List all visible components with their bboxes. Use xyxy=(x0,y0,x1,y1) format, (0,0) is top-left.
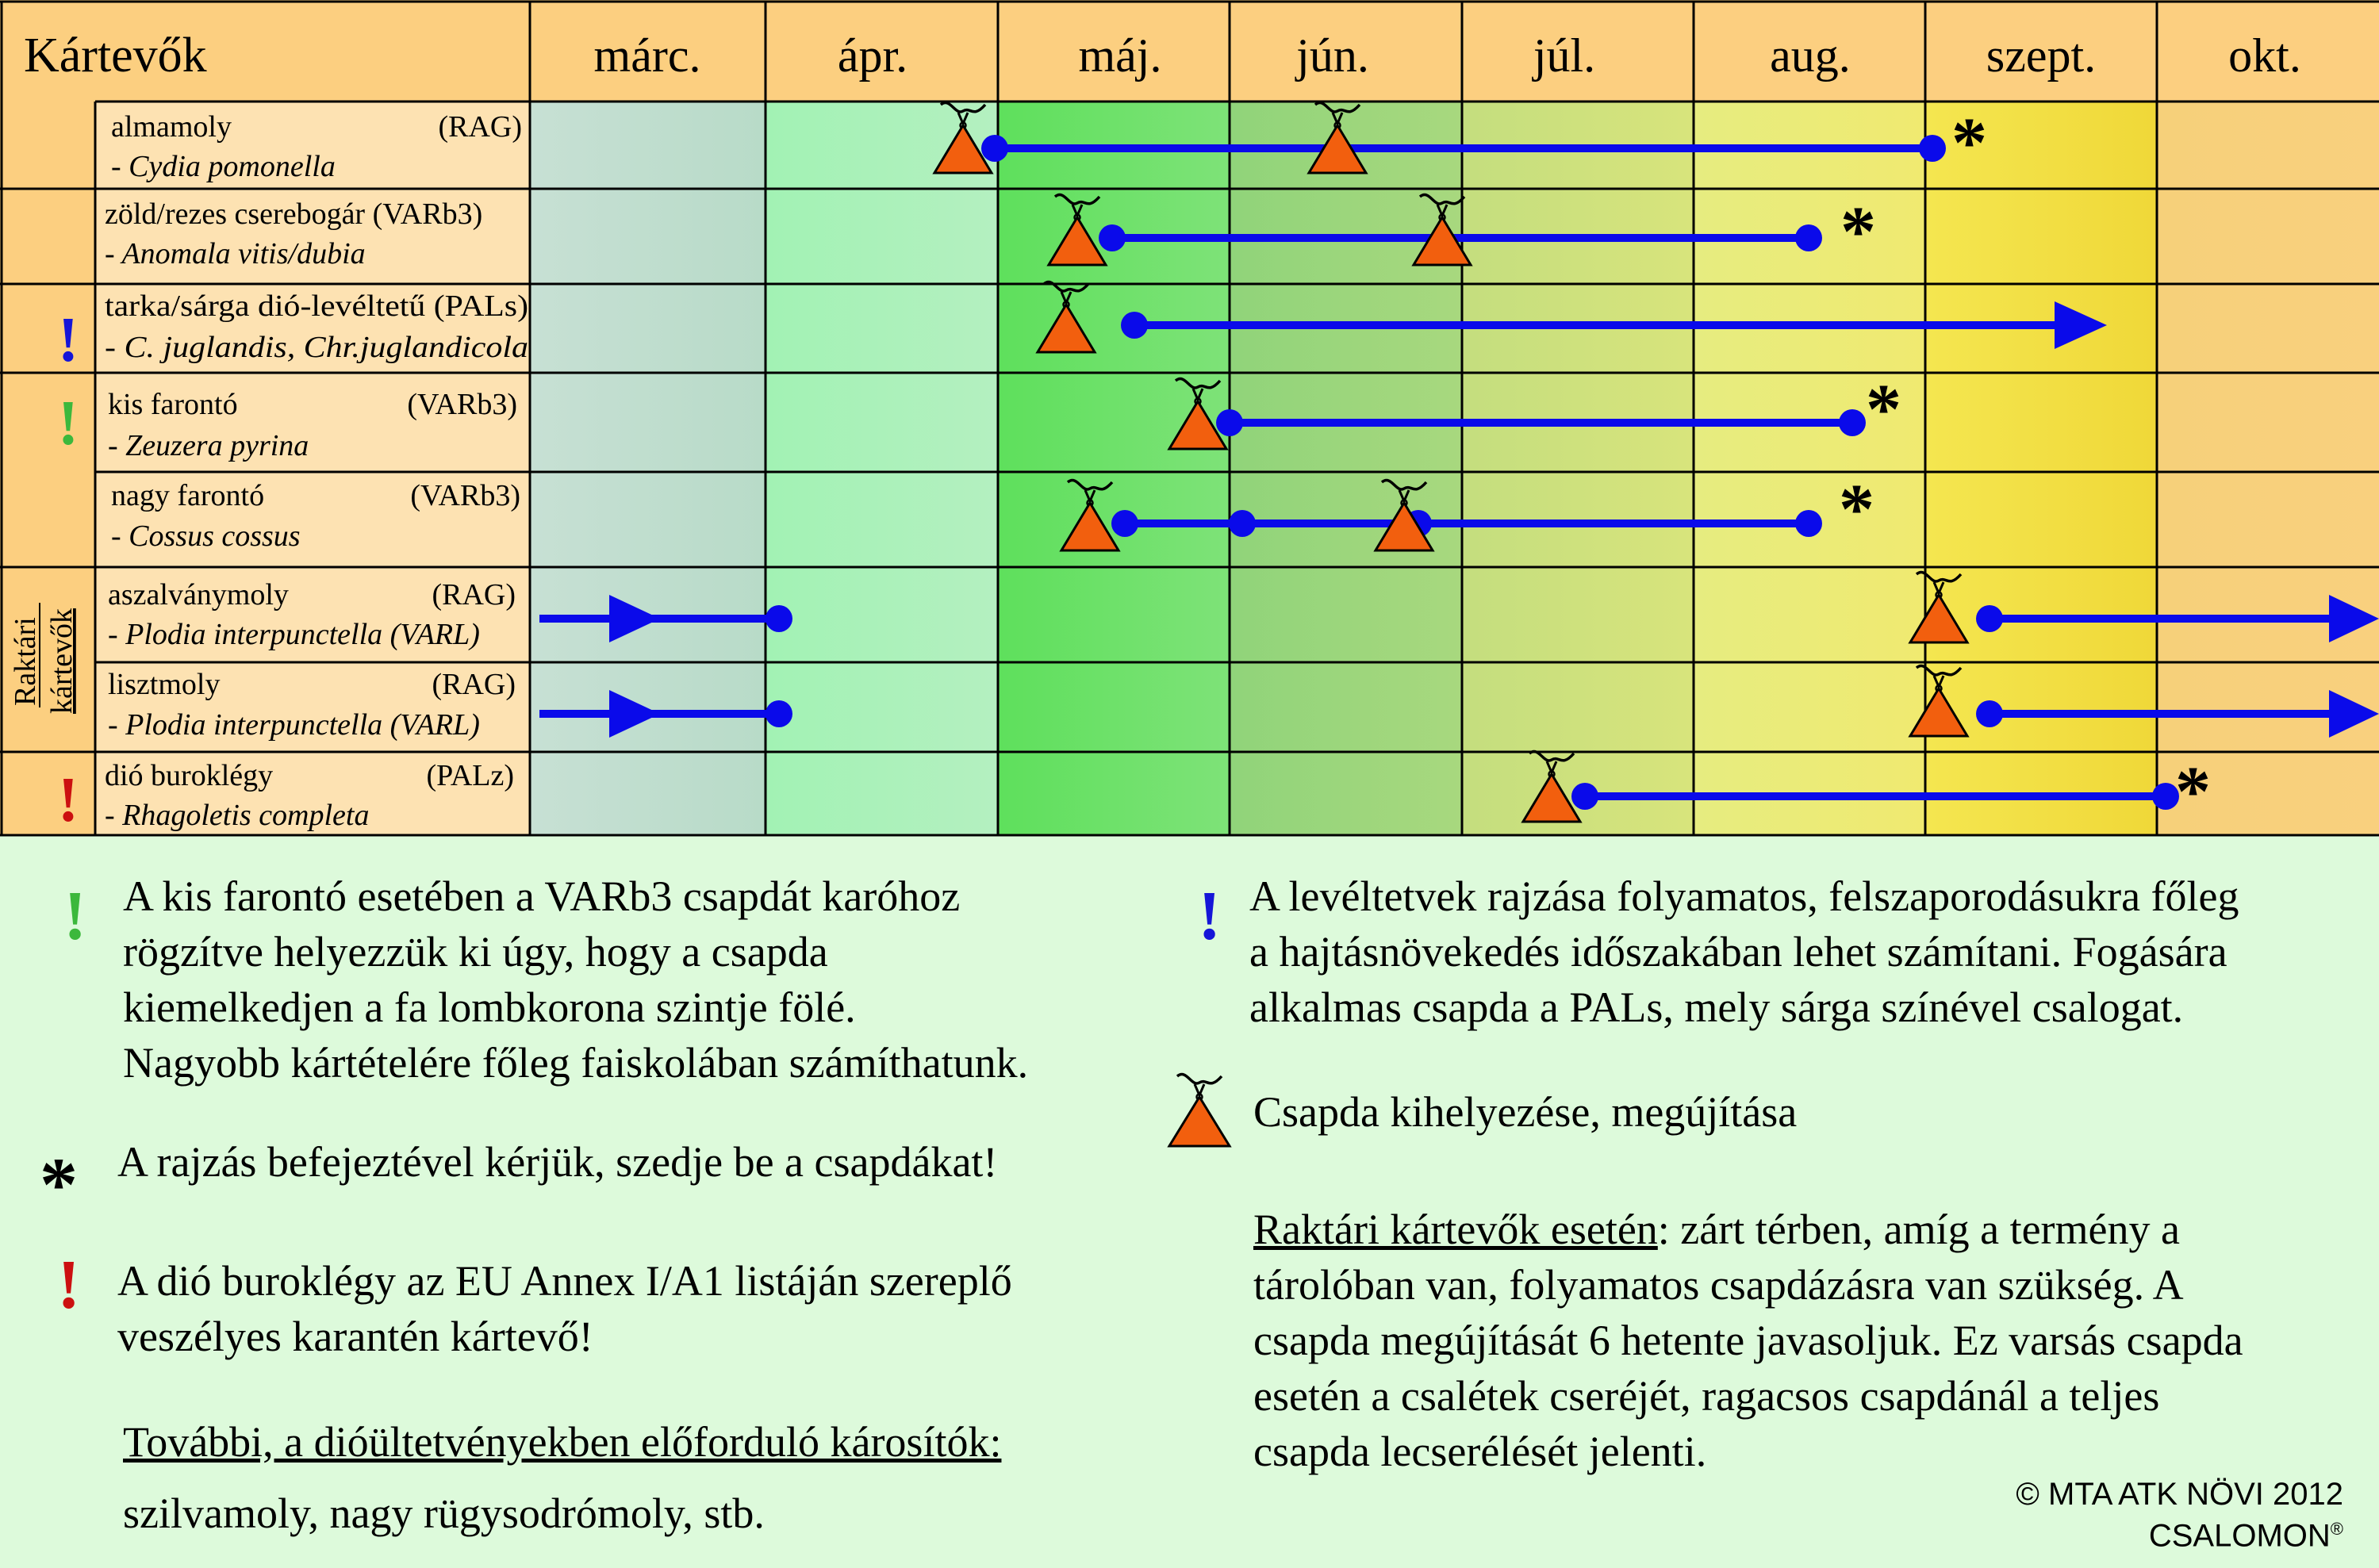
note-line: veszélyes karantén kártevő! xyxy=(117,1313,593,1360)
month-bg-jul xyxy=(1462,102,1694,835)
bar-endpoint xyxy=(1795,510,1822,537)
bar-endpoint xyxy=(1571,783,1598,810)
note-line: A levéltetvek rajzása folyamatos, felszaporodásukra főleg xyxy=(1249,872,2239,920)
header-title: Kártevők xyxy=(24,29,207,82)
pest-name: almamoly xyxy=(111,110,232,144)
bar-endpoint xyxy=(1795,224,1822,251)
note-storage xyxy=(1253,1202,2243,1479)
month-bg-jun xyxy=(1230,102,1462,835)
note-red xyxy=(117,1253,1012,1364)
month-label: ápr. xyxy=(837,29,908,82)
bar-endpoint xyxy=(1216,409,1243,436)
note-line: csapda lecserélését jelenti. xyxy=(1253,1428,1707,1475)
blue-exclamation-mark: ! xyxy=(1198,878,1222,955)
pest-trap: (VARb3) xyxy=(407,388,517,421)
red-exclamation-mark: ! xyxy=(57,1247,81,1324)
note-line: A dió buroklégy az EU Annex I/A1 listáján szereplő xyxy=(117,1257,1012,1305)
bar-endpoint xyxy=(1839,409,1866,436)
bar-endpoint xyxy=(1919,135,1946,162)
green-exclamation-mark: ! xyxy=(57,389,79,458)
pest-latin: - Cydia pomonella xyxy=(111,150,336,183)
bar-endpoint xyxy=(1976,700,2003,727)
month-label: márc. xyxy=(593,29,701,82)
star-mark: * xyxy=(40,1142,78,1227)
month-bg-aug xyxy=(1694,102,1925,835)
registered-mark: ® xyxy=(2330,1519,2343,1539)
pest-latin: - Plodia interpunctella (VARL) xyxy=(108,618,480,651)
brand-name: CSALOMON xyxy=(2148,1518,2331,1554)
pest-name: tarka/sárga dió-levéltetű (PALs) xyxy=(105,289,528,323)
bar-endpoint xyxy=(1229,510,1256,537)
note-line xyxy=(1253,1202,2243,1257)
green-exclamation-mark: ! xyxy=(63,878,87,955)
bar-endpoint xyxy=(1976,605,2003,632)
trap-legend-icon xyxy=(1160,1067,1239,1154)
month-label: okt. xyxy=(2228,29,2301,82)
note-star: A rajzás befejeztével kérjük, szedje be a csapdákat! xyxy=(117,1138,998,1186)
month-bg-apr xyxy=(766,102,998,835)
pest-name: nagy farontó xyxy=(111,479,265,512)
pest-trap: (VARb3) xyxy=(410,479,520,512)
bar-endpoint xyxy=(766,700,792,727)
trap-legend-label: Csapda kihelyezése, megújítása xyxy=(1253,1088,1798,1136)
red-exclamation-mark: ! xyxy=(57,765,79,835)
copyright-line2 xyxy=(2016,1512,2343,1553)
bar-endpoint xyxy=(1111,510,1138,537)
copyright-line1: © MTA ATK NÖVI 2012 xyxy=(2016,1477,2343,1512)
side-label-line1: Raktári xyxy=(9,617,42,706)
month-label: máj. xyxy=(1078,29,1162,82)
storage-title: Raktári kártevők esetén xyxy=(1253,1206,1658,1253)
note-line: esetén a csalétek cseréjét, ragacsos csapdánál a teljes xyxy=(1253,1372,2160,1420)
pest-trap: (RAG) xyxy=(432,668,516,701)
pest-latin: - Plodia interpunctella (VARL) xyxy=(108,708,480,742)
month-label: aug. xyxy=(1770,29,1851,82)
note-line: a hajtásnövekedés időszakában lehet számítani. Fogására xyxy=(1249,928,2227,976)
pest-name: aszalványmoly xyxy=(108,578,289,611)
month-label: jún. xyxy=(1296,29,1369,82)
pest-name: dió buroklégy xyxy=(105,759,274,792)
pest-latin: - C. juglandis, Chr.juglandicola xyxy=(105,331,528,364)
star-mark: * xyxy=(1840,193,1876,271)
month-label: júl. xyxy=(1533,29,1596,82)
month-bg-marc xyxy=(530,102,766,835)
note-line: A kis farontó esetében a VARb3 csapdát karóhoz xyxy=(123,872,961,920)
bar-endpoint xyxy=(766,605,792,632)
notes-section xyxy=(0,837,2379,1568)
star-mark: * xyxy=(2175,753,2211,831)
side-label-line2: kártevők xyxy=(45,608,79,714)
star-mark: * xyxy=(1866,370,1901,449)
pest-trap: (RAG) xyxy=(432,578,516,611)
pest-name: zöld/rezes cserebogár (VARb3) xyxy=(105,197,483,231)
note-line: Nagyobb kártételére főleg faiskolában számíthatunk. xyxy=(123,1039,1029,1087)
pest-trap: (RAG) xyxy=(438,110,522,144)
copyright xyxy=(2016,1477,2343,1553)
star-mark: * xyxy=(1951,104,1987,182)
note-green xyxy=(123,868,1028,1091)
month-bg-maj xyxy=(998,102,1230,835)
month-label: szept. xyxy=(1986,29,2097,82)
pest-name: kis farontó xyxy=(108,388,238,421)
pest-trap: (PALz) xyxy=(426,759,514,792)
note-line: alkalmas csapda a PALs, mely sárga színével csalogat. xyxy=(1249,983,2184,1031)
bar-endpoint xyxy=(1121,312,1148,339)
star-mark: * xyxy=(1839,470,1874,549)
further-pests-title: További, a dióültetvényekben előforduló károsítók: xyxy=(123,1418,1002,1466)
storage-text: : zárt térben, amíg a termény a xyxy=(1657,1206,2180,1253)
pest-latin: - Anomala vitis/dubia xyxy=(105,237,366,270)
note-line: tárolóban van, folyamatos csapdázásra van szükség. A xyxy=(1253,1261,2184,1309)
note-line: rögzítve helyezzük ki úgy, hogy a csapda xyxy=(123,928,828,976)
note-line: kiemelkedjen a fa lombkorona szintje fölé. xyxy=(123,983,856,1031)
further-pests-list: szilvamoly, nagy rügysodrómoly, stb. xyxy=(123,1489,765,1537)
pest-name: lisztmoly xyxy=(108,668,221,701)
pest-latin: - Cossus cossus xyxy=(111,519,301,553)
blue-exclamation-mark: ! xyxy=(57,305,79,375)
pest-latin: - Zeuzera pyrina xyxy=(108,429,309,462)
bar-endpoint xyxy=(981,135,1008,162)
note-line: csapda megújítását 6 hetente javasoljuk. Ez varsás csapda xyxy=(1253,1317,2243,1364)
note-blue xyxy=(1249,868,2239,1035)
pest-latin: - Rhagoletis completa xyxy=(105,799,370,832)
bar-endpoint xyxy=(1099,224,1126,251)
